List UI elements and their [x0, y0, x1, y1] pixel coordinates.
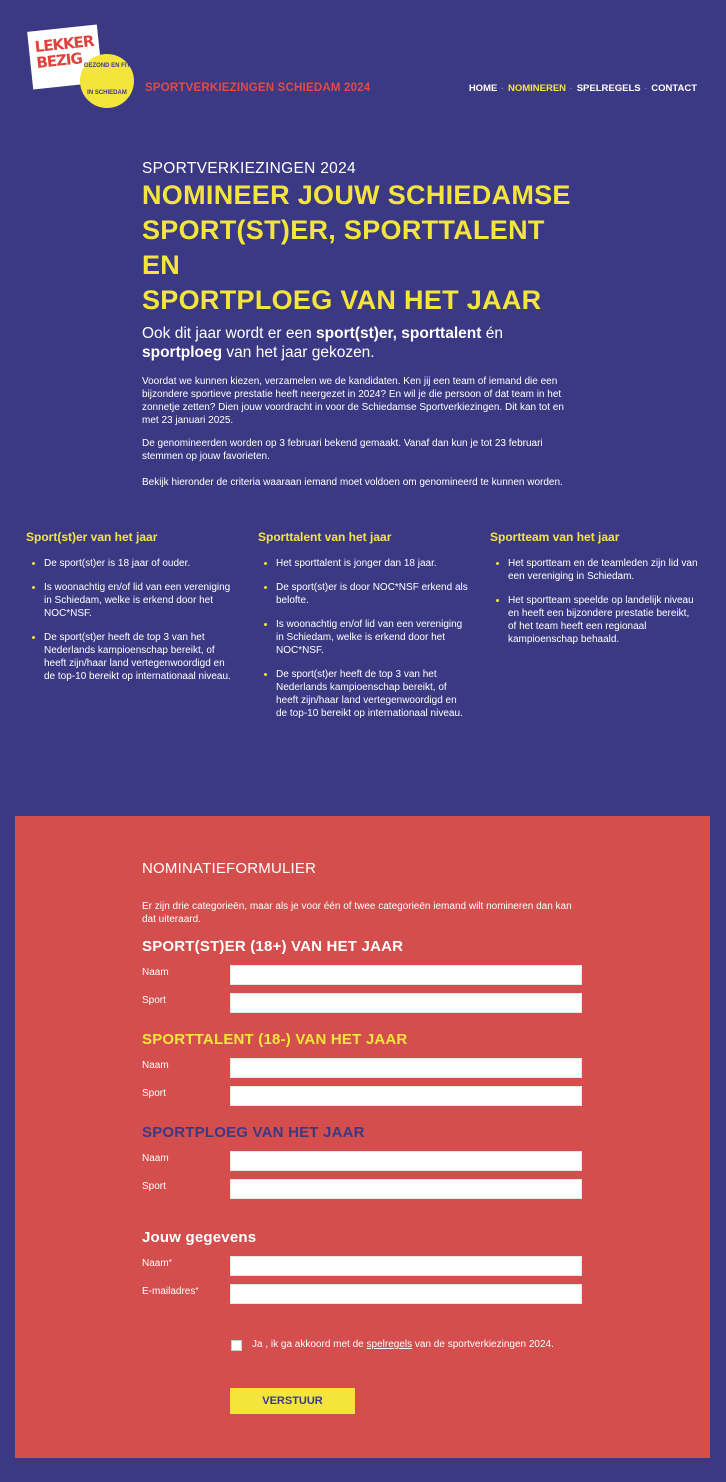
- lead-text: [142, 324, 592, 362]
- lead-part: van het jaar gekozen.: [222, 344, 375, 361]
- email-label: [142, 1286, 198, 1297]
- criteria-item: • Het sporttalent is jonger dan 18 jaar.: [276, 557, 468, 570]
- sport-label: Sport: [142, 1181, 166, 1192]
- page-title-line: SPORT(ST)ER, SPORTTALENT EN: [142, 215, 545, 280]
- criteria-column-sporter: [26, 530, 236, 694]
- sporttalent-sport-input[interactable]: [230, 1086, 582, 1106]
- criteria-item: • Is woonachtig en/of lid van een vereniging in Schiedam, welke is erkend door het NOC*NSF.: [44, 581, 236, 620]
- eyebrow: SPORTVERKIEZINGEN 2024: [142, 160, 356, 177]
- naam-label: Naam: [142, 1153, 169, 1164]
- form-title: NOMINATIEFORMULIER: [142, 860, 317, 877]
- criteria-item: • Het sportteam speelde op landelijk niveau en heeft een bijzondere prestatie bereikt, of het team heeft een regionaal kampioenschap behaald.: [508, 594, 700, 646]
- section-title-sporter: SPORT(ST)ER (18+) VAN HET JAAR: [142, 938, 404, 955]
- agree-text: [252, 1339, 554, 1350]
- criteria-item: • De sport(st)er heeft de top 3 van het Nederlands kampioenschap bereikt, of heeft zijn/haar land vertegenwoordigd en de top-10 bereikt op internationaal niveau.: [276, 668, 468, 720]
- criteria-column-sporttalent: [258, 530, 468, 731]
- criteria-title: Sport(st)er van het jaar: [26, 530, 158, 544]
- intro-paragraph: De genomineerden worden op 3 februari bekend gemaakt. Vanaf dan kun je tot 23 februari stemmen op jouw favorieten.: [142, 438, 543, 462]
- page-title-line: NOMINEER JOUW SCHIEDAMSE: [142, 180, 571, 210]
- page-title-line: SPORTPLOEG VAN HET JAAR: [142, 285, 542, 315]
- nomination-form: [15, 816, 710, 1458]
- header: [0, 0, 726, 130]
- sportploeg-naam-input[interactable]: [230, 1151, 582, 1171]
- section-title-gegevens: Jouw gegevens: [142, 1229, 257, 1246]
- criteria-list: [26, 557, 236, 683]
- agree-suffix: van de sportverkiezingen 2024.: [412, 1339, 554, 1350]
- logo-line-1: LEKKER: [33, 31, 95, 57]
- nav-separator: ·: [501, 84, 504, 93]
- nav-spelregels[interactable]: SPELREGELS: [576, 83, 641, 94]
- sporter-naam-input[interactable]: [230, 965, 582, 985]
- badge-bottom-text: IN SCHIEDAM: [87, 90, 127, 96]
- nav-separator: ·: [644, 84, 648, 93]
- naam-label: Naam: [142, 1060, 169, 1071]
- agree-checkbox[interactable]: [231, 1340, 242, 1351]
- nav-home[interactable]: HOME: [468, 83, 498, 94]
- main-nav: [469, 83, 697, 94]
- lead-part: Ook dit jaar wordt er een: [142, 325, 317, 342]
- criteria-item: • De sport(st)er is 18 jaar of ouder.: [44, 557, 236, 570]
- naam-label-text: Naam: [142, 1258, 169, 1269]
- criteria-column-sportteam: [490, 530, 700, 657]
- nav-separator: ·: [570, 84, 573, 93]
- criteria-list: [258, 557, 468, 720]
- section-title-sportploeg: SPORTPLOEG VAN HET JAAR: [142, 1124, 365, 1141]
- sport-label: Sport: [142, 1088, 166, 1099]
- criteria-item: • De sport(st)er heeft de top 3 van het Nederlands kampioenschap bereikt, of heeft zijn/haar land vertegenwoordigd en de top-10 bereikt op internationaal niveau.: [44, 631, 236, 683]
- logo-line-2: BEZIG: [35, 49, 83, 72]
- criteria-title: Sportteam van het jaar: [490, 530, 620, 544]
- sport-label: Sport: [142, 995, 166, 1006]
- nav-nomineren[interactable]: NOMINEREN: [507, 83, 567, 94]
- required-mark: *: [195, 1286, 199, 1295]
- intro-paragraph: Voordat we kunnen kiezen, verzamelen we de kandidaten. Ken jij een team of iemand die een bijzondere sportieve prestatie heeft neergezet in 2024? En wil je die persoon of dat team in het zonnetje zetten? Dien jouw voordracht in voor de Schiedamse Sportverkiezingen. Dit kan tot en met 23 januari 2025.: [142, 376, 564, 426]
- criteria-list: [490, 557, 700, 646]
- lead-bold: sportploeg: [142, 344, 223, 361]
- page-title: [142, 178, 582, 318]
- criteria-title: Sporttalent van het jaar: [258, 530, 392, 544]
- required-mark: *: [168, 1258, 172, 1267]
- intro-paragraph: Bekijk hieronder de criteria waaraan iemand moet voldoen om genomineerd te kunnen worden.: [142, 477, 563, 488]
- naam-label: Naam: [142, 967, 169, 978]
- criteria-item: • Het sportteam en de teamleden zijn lid van een vereniging in Schiedam.: [508, 557, 700, 583]
- form-intro: Er zijn drie categorieën, maar als je voor één of twee categorieën iemand wilt nomineren dan kan dat uiteraard.: [142, 901, 572, 925]
- section-title-sporttalent: SPORTTALENT (18-) VAN HET JAAR: [142, 1031, 408, 1048]
- email-input[interactable]: [230, 1284, 582, 1304]
- site-title[interactable]: SPORTVERKIEZINGEN SCHIEDAM 2024: [145, 82, 371, 94]
- sportploeg-sport-input[interactable]: [230, 1179, 582, 1199]
- intro-heading: [142, 160, 582, 318]
- sporttalent-naam-input[interactable]: [230, 1058, 582, 1078]
- lead-part: én: [481, 325, 503, 342]
- gegevens-naam-input[interactable]: [230, 1256, 582, 1276]
- gezond-fit-badge: [80, 54, 134, 108]
- naam-label: [142, 1258, 172, 1269]
- nav-contact[interactable]: CONTACT: [651, 83, 697, 94]
- sporter-sport-input[interactable]: [230, 993, 582, 1013]
- lead-bold: sport(st)er, sporttalent: [316, 325, 482, 342]
- submit-button[interactable]: VERSTUUR: [230, 1388, 355, 1414]
- criteria-item: • De sport(st)er is door NOC*NSF erkend als belofte.: [276, 581, 468, 607]
- agree-prefix: Ja , ik ga akkoord met de: [252, 1339, 367, 1350]
- email-label-text: E-mailadres: [142, 1286, 196, 1297]
- spelregels-link[interactable]: spelregels: [366, 1339, 413, 1350]
- criteria-item: • Is woonachtig en/of lid van een vereniging in Schiedam, welke is erkend door het NOC*NSF.: [276, 618, 468, 657]
- badge-top-text: GEZOND EN FIT: [83, 63, 131, 69]
